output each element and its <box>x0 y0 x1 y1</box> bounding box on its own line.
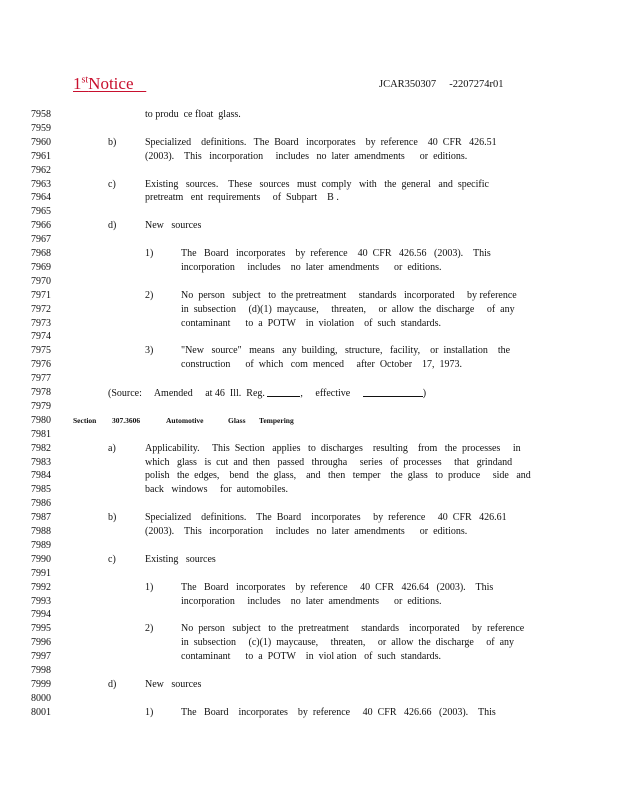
line-text: in subsection (d)(1) maycause, threaten, or allow the discharge of any <box>181 303 515 315</box>
section-title-word: Glass <box>228 415 246 425</box>
document-line <box>0 428 618 442</box>
line-number: 7967 <box>31 234 51 246</box>
document-line <box>0 636 618 650</box>
line-number: 7995 <box>31 623 51 635</box>
line-text: construction of which com menced after October 17, 1973. <box>181 359 463 371</box>
line-number: 7999 <box>31 678 51 690</box>
item-label: 1) <box>145 248 154 259</box>
document-line <box>0 358 618 372</box>
line-number: 7987 <box>31 512 51 524</box>
line-text: contaminant to a POTW in viol ation of such standards. <box>181 651 442 663</box>
item-label: 2) <box>145 289 154 301</box>
line-number: 7988 <box>31 526 51 537</box>
line-number: 7979 <box>31 400 51 412</box>
line-number: 7984 <box>31 470 51 482</box>
line-text: The Board incorporates by reference 40 CFR 426.56 (2003). This <box>181 248 491 259</box>
line-text: in subsection (c)(1) maycause, threaten, or allow the discharge of any <box>181 637 515 649</box>
line-number: 8000 <box>31 692 51 704</box>
line-number: 7996 <box>31 637 51 649</box>
line-number: 7966 <box>31 220 51 232</box>
line-text: Applicability. This Section applies to discharges resulting from the processes in <box>145 442 521 454</box>
item-label: 1) <box>145 706 154 718</box>
line-text: incorporation includes no later amendments or editions. <box>181 261 442 273</box>
line-number: 7981 <box>31 428 51 440</box>
section-title-word: Tempering <box>259 415 294 425</box>
line-text: Existing sources <box>145 553 216 565</box>
line-number: 8001 <box>31 706 51 718</box>
notice-suffix: st <box>81 74 89 86</box>
document-line <box>0 219 618 233</box>
document-line <box>0 233 618 247</box>
line-number: 7983 <box>31 456 51 468</box>
blank-effective-date <box>363 386 423 397</box>
document-line <box>0 692 618 706</box>
line-text: New sources <box>145 220 202 232</box>
document-line <box>0 136 618 150</box>
document-line <box>0 595 618 609</box>
document-line <box>0 608 618 622</box>
line-number: 7980 <box>31 414 51 426</box>
line-text: No person subject to the pretreatment standards incorporated by reference <box>181 289 517 301</box>
line-number: 7977 <box>31 373 51 385</box>
line-text: The Board incorporates by reference 40 CFR 426.66 (2003). This <box>181 706 496 718</box>
document-line <box>0 581 618 595</box>
document-line <box>0 497 618 511</box>
line-text: back windows for automobiles. <box>145 484 289 496</box>
document-line <box>0 469 618 483</box>
line-text: Existing sources. These sources must comply with the general and specific <box>145 178 489 190</box>
line-number: 7969 <box>31 261 51 273</box>
line-text: pretreatm ent requirements of Subpart B . <box>145 192 339 204</box>
line-number: 7962 <box>31 164 51 176</box>
line-number: 7994 <box>31 609 51 621</box>
document-line <box>0 289 618 303</box>
line-number: 7961 <box>31 150 51 162</box>
document-line <box>0 525 618 539</box>
document-line <box>0 108 618 122</box>
line-number: 7958 <box>31 109 51 120</box>
section-label: Section <box>73 415 97 425</box>
line-number: 7989 <box>31 539 51 551</box>
line-number: 7970 <box>31 275 51 287</box>
line-number: 7960 <box>31 136 51 148</box>
line-number: 7991 <box>31 567 51 579</box>
source-effective: , effective <box>300 388 351 399</box>
line-number: 7965 <box>31 206 51 218</box>
document-line <box>0 164 618 178</box>
blank-register-number <box>267 386 300 397</box>
item-label: d) <box>108 220 117 232</box>
document-line <box>0 372 618 386</box>
document-line <box>0 539 618 553</box>
document-line <box>0 122 618 136</box>
line-text: Specialized definitions. The Board incorporates by reference 40 CFR 426.61 <box>145 512 507 524</box>
item-label: 1) <box>145 581 154 593</box>
line-text: "New source" means any building, structure, facility, or installation the <box>181 345 511 357</box>
document-line <box>0 664 618 678</box>
line-text: incorporation includes no later amendments or editions. <box>181 595 442 607</box>
line-number: 7998 <box>31 665 51 676</box>
line-number: 7968 <box>31 248 51 259</box>
document-line <box>0 650 618 664</box>
line-number: 7976 <box>31 359 51 371</box>
line-number: 7974 <box>31 331 51 343</box>
line-number: 7971 <box>31 289 51 301</box>
line-text: The Board incorporates by reference 40 CFR 426.64 (2003). This <box>181 581 494 593</box>
document-line <box>0 247 618 261</box>
document-line <box>0 567 618 581</box>
line-number: 7985 <box>31 484 51 496</box>
line-number: 7997 <box>31 651 51 663</box>
line-number: 7972 <box>31 303 51 315</box>
line-text: to produ ce float glass. <box>145 109 241 120</box>
document-line <box>0 706 618 720</box>
item-label: a) <box>108 442 116 454</box>
line-text: polish the edges, bend the glass, and then temper the glass to produce side and <box>145 470 531 482</box>
document-line <box>0 205 618 219</box>
document-line <box>0 191 618 205</box>
section-title-word: Automotive <box>166 415 204 425</box>
line-text: contaminant to a POTW in violation of such standards. <box>181 317 442 329</box>
line-number: 7964 <box>31 192 51 204</box>
document-line <box>0 344 618 358</box>
document-line <box>0 414 618 428</box>
line-text: New sources <box>145 678 202 690</box>
document-line <box>0 386 618 400</box>
source-prefix: (Source: Amended at 46 Ill. Reg. <box>108 388 265 399</box>
line-text: Specialized definitions. The Board incorporates by reference 40 CFR 426.51 <box>145 136 497 148</box>
document-line <box>0 622 618 636</box>
notice-number: 1 <box>73 74 82 93</box>
line-text: (2003). This incorporation includes no later amendments or editions. <box>145 150 468 162</box>
item-label: c) <box>108 553 116 565</box>
item-label: 2) <box>145 623 154 635</box>
document-line <box>0 150 618 164</box>
line-number: 7973 <box>31 317 51 329</box>
item-label: b) <box>108 136 117 148</box>
item-label: d) <box>108 678 117 690</box>
document-line <box>0 303 618 317</box>
document-line <box>0 456 618 470</box>
source-note <box>108 386 426 401</box>
notice-word: Notice <box>88 74 134 93</box>
line-number: 7963 <box>31 178 51 190</box>
document-line <box>0 678 618 692</box>
notice-header <box>73 74 146 94</box>
line-number: 7978 <box>31 387 51 398</box>
document-line <box>0 317 618 331</box>
line-number: 7990 <box>31 553 51 565</box>
line-number: 7993 <box>31 595 51 607</box>
line-text: which glass is cut and then passed througha series of processes that grindand <box>145 456 513 468</box>
line-text: No person subject to the pretreatment standards incorporated by reference <box>181 623 525 635</box>
item-label: b) <box>108 512 117 524</box>
line-number: 7975 <box>31 345 51 357</box>
line-text: (2003). This incorporation includes no later amendments or editions. <box>145 526 468 537</box>
document-line <box>0 178 618 192</box>
line-number: 7986 <box>31 498 51 510</box>
document-code: JCAR350307 -2207274r01 <box>379 79 504 90</box>
section-number: 307.3606 <box>112 415 141 425</box>
document-line <box>0 261 618 275</box>
line-number: 7982 <box>31 442 51 454</box>
document-line <box>0 553 618 567</box>
document-line <box>0 330 618 344</box>
item-label: c) <box>108 178 116 190</box>
source-suffix: ) <box>422 388 427 399</box>
document-line <box>0 442 618 456</box>
item-label: 3) <box>145 345 154 357</box>
document-line <box>0 483 618 497</box>
line-number: 7992 <box>31 581 51 593</box>
document-line <box>0 275 618 289</box>
document-line <box>0 400 618 414</box>
line-number: 7959 <box>31 122 51 134</box>
document-line <box>0 511 618 525</box>
